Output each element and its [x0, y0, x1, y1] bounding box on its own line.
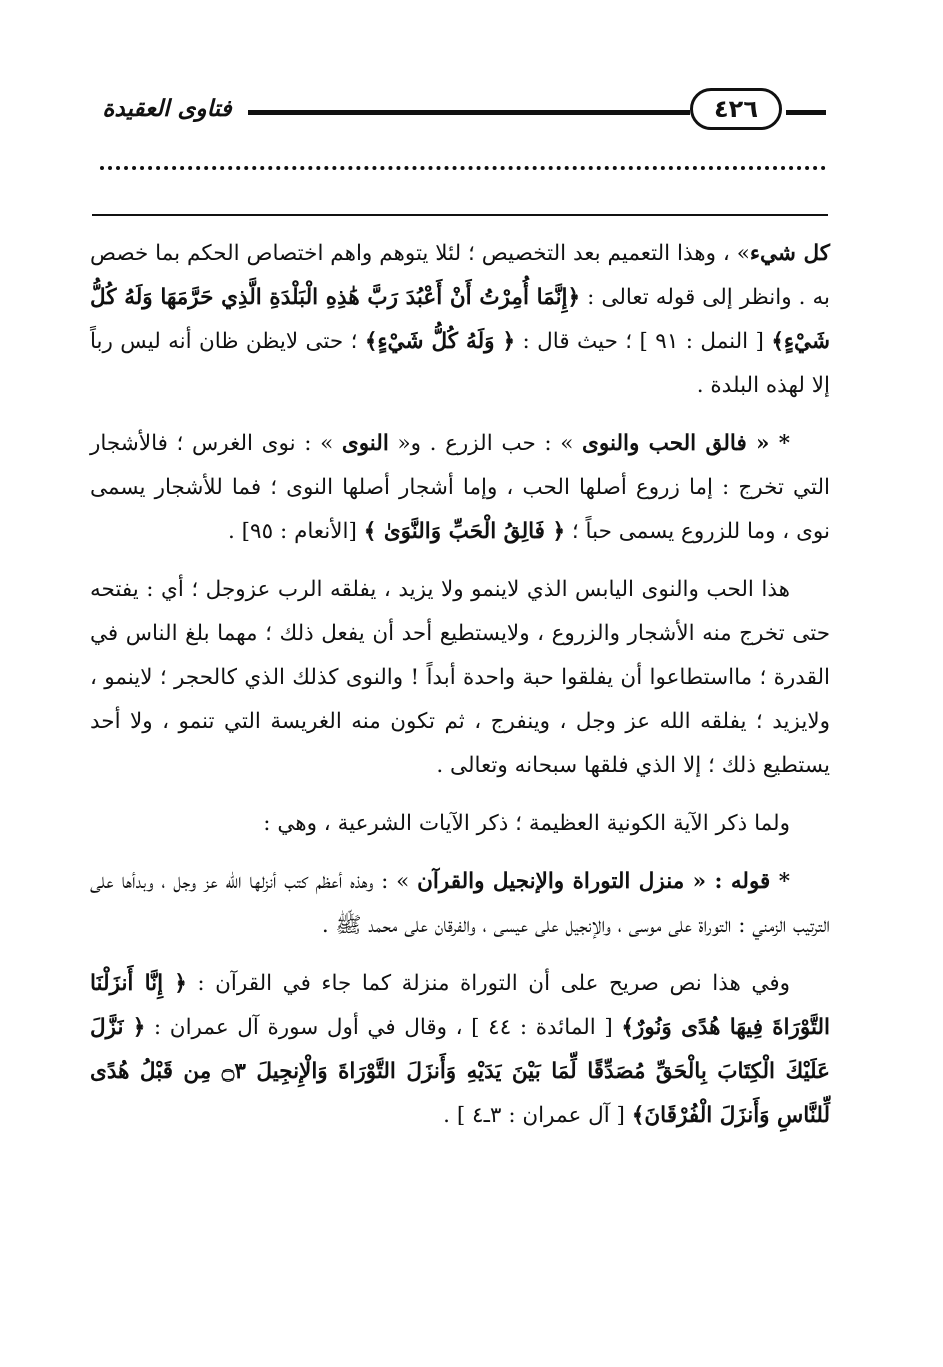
header-rule-right: [786, 110, 826, 115]
paragraph-3: هذا الحب والنوى اليابس الذي لاينمو ولا يزيد ، يفلقه الرب عزوجل ؛ أي : يفتحه حتى تخرج منه الأشجار والزروع ، ولايستطيع أحد أن يفعل ذلك ؛ مهما بلغ الناس في القدرة ؛ مااستطاعوا أن يفلقوا حبة واحدة أبداً ! والنوى كذلك الذي كالحجر ؛ لاينمو ، ولايزيد ؛ يفلقه الله عز وجل ، وينفرج ، ثم تكون منه الغريسة التي تنمو ، ولا أحد يستطيع ذلك ؛ إلا الذي فلقها سبحانه وتعالى .: [90, 577, 830, 778]
paragraph-4: ولما ذكر الآية الكونية العظيمة ؛ ذكر الآيات الشرعية ، وهي :: [263, 811, 790, 836]
dotted-separator: [100, 166, 826, 170]
book-title: فتاوى العقيدة: [102, 96, 232, 122]
paragraph-1: [90, 232, 830, 408]
paragraph-text: » : حب الزرع . و«: [388, 431, 583, 456]
page-number-badge: ٤٢٦: [690, 88, 782, 130]
quran-verse: ﴿ فَالِقُ الْحَبِّ وَالنَّوَىٰ ﴾: [363, 519, 566, 544]
page-body: [90, 232, 830, 1152]
paragraph-6: [90, 962, 830, 1138]
citation-text: [الأنعام : ٩٥] .: [227, 519, 364, 544]
paragraph-text: ؛ حتى لايظن ظان أنه ليس رباً إلا لهذه البلدة .: [90, 329, 830, 398]
paragraph-text: » : وهذه أعظم كتب أنزلها الله عز وجل ، وبدأها على الترتيب الزمني : التوراة على موسى ، والإنجيل على عيسى ، والفرقان على محمد ﷺ .: [90, 869, 830, 938]
term-heading: منزل التوراة والإنجيل والقرآن: [417, 869, 685, 894]
quran-verse: ﴿ وَلَهُ كُلُّ شَيْءٍ﴾: [364, 329, 516, 354]
quran-verse: ﴿ نَزَّلَ عَلَيْكَ الْكِتَابَ بِالْحَقِّ مُصَدِّقًا لِّمَا بَيْنَ يَدَيْهِ وَأَنزَلَ التَّوْرَاةَ وَالْإِنجِيلَ ۝٣ مِن قَبْلُ هُدًى لِّلنَّاسِ وَأَنزَلَ الْفُرْقَانَ﴾: [90, 1015, 830, 1128]
paragraph-5: [90, 860, 830, 948]
term-heading: فالق الحب والنوى: [582, 431, 747, 456]
quran-verse: ﴿إِنَّمَا أُمِرْتُ أَنْ أَعْبُدَ رَبَّ هَٰذِهِ الْبَلْدَةِ الَّذِي حَرَّمَهَا وَلَهُ كُلُّ شَيْءٍ﴾: [90, 285, 830, 354]
paragraph-text: » : نوى الغرس ؛ فالأشجار التي تخرج : إما زروع أصلها الحب ، وإما أشجار أصلها النوى ؛ فما للأشجار يسمى نوى ، وما للزروع يسمى حباً ؛: [90, 431, 830, 544]
paragraph-text: » ، وهذا التعميم بعد التخصيص ؛ لئلا يتوهم واهم اختصاص الحكم بما خصص به . وانظر إلى قوله تعالى :: [90, 241, 830, 310]
header-rule-left: [248, 110, 690, 115]
citation-text: [ النمل : ٩١ ] ؛ حيث قال :: [515, 329, 772, 354]
term-heading: النوى: [341, 431, 389, 456]
bullet-marker: * قوله : «: [684, 869, 790, 894]
bullet-marker: * «: [746, 431, 791, 456]
quran-verse: ﴿ إِنَّا أَنزَلْنَا التَّوْرَاةَ فِيهَا هُدًى وَنُورٌ﴾: [90, 971, 830, 1040]
page-header: [88, 70, 826, 150]
paragraph-text: وفي هذا نص صريح على أن التوراة منزلة كما جاء في القرآن :: [186, 971, 790, 996]
paragraph-2: [90, 422, 830, 554]
content-separator-rule: [92, 214, 828, 216]
citation-text: [ آل عمران : ٣ـ٤ ] .: [443, 1103, 632, 1128]
citation-text: [ المائدة : ٤٤ ] ، وقال في أول سورة آل عمران :: [145, 1015, 622, 1040]
continued-phrase: كل شيء: [749, 241, 830, 266]
